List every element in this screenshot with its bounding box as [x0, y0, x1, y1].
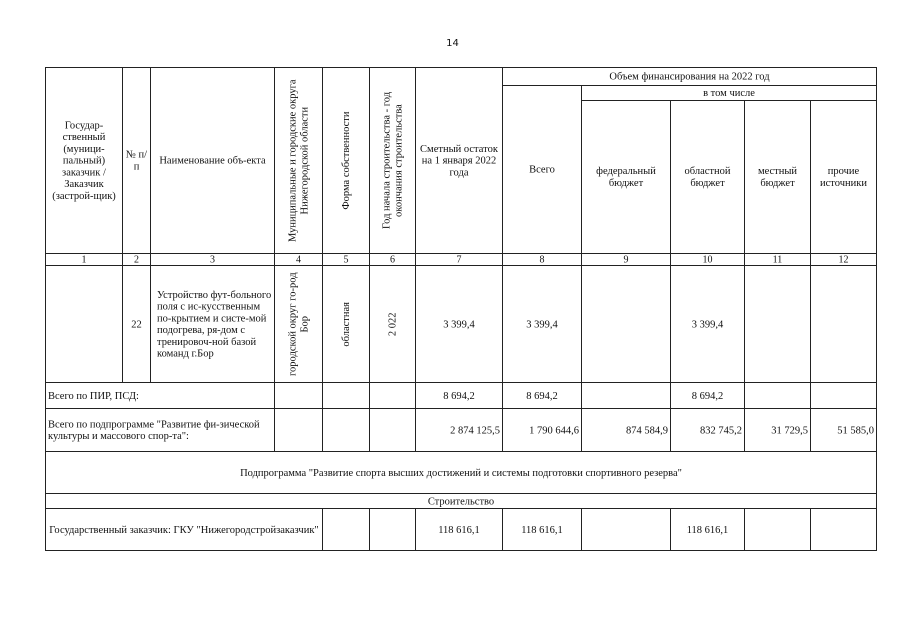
header-including: в том числе — [582, 86, 877, 101]
header-local: местный бюджет — [745, 101, 811, 254]
header-total: Всего — [503, 86, 582, 254]
table-row-object-22 — [46, 266, 877, 383]
financing-table — [45, 67, 877, 551]
cell-empty — [582, 383, 671, 409]
cell-empty — [811, 509, 877, 551]
pir-total-regional: 8 694,2 — [671, 383, 745, 409]
column-number: 2 — [123, 254, 151, 266]
header-other: прочие источники — [811, 101, 877, 254]
column-number: 10 — [671, 254, 745, 266]
subprogram-title: Подпрограмма "Развитие спорта высших достижений и системы подготовки спортивного резерва" — [46, 452, 877, 494]
object-ownership: областная — [339, 301, 352, 347]
header-estimated-balance: Сметный остаток на 1 января 2022 года — [416, 68, 503, 254]
object-year: 2 022 — [386, 312, 399, 337]
object-municipality: городской округ го-род Бор — [286, 272, 310, 376]
table-row-customer — [46, 509, 877, 551]
column-number: 12 — [811, 254, 877, 266]
column-number: 9 — [582, 254, 671, 266]
pir-total-label: Всего по ПИР, ПСД: — [46, 383, 275, 409]
header-ownership-cell — [323, 68, 370, 254]
table-row-pir-total — [46, 383, 877, 409]
table-row-subprogram-total — [46, 409, 877, 452]
table-row-section-title — [46, 494, 877, 509]
subprogram-total-total: 1 790 644,6 — [503, 409, 582, 452]
table-row-subprogram-title — [46, 452, 877, 494]
cell-empty — [745, 266, 811, 383]
cell-empty — [582, 509, 671, 551]
header-row-1 — [46, 68, 877, 86]
customer-total: 118 616,1 — [503, 509, 582, 551]
header-ownership: Форма собственности — [339, 111, 352, 210]
cell-empty — [582, 266, 671, 383]
ownership-cell — [323, 266, 370, 383]
cell-empty — [323, 509, 370, 551]
subprogram-total-estimated: 2 874 125,5 — [416, 409, 503, 452]
page-number: 14 — [446, 38, 459, 49]
cell-empty — [811, 383, 877, 409]
header-municipality-cell — [275, 68, 323, 254]
column-number: 4 — [275, 254, 323, 266]
header-customer: Государ-ственный (муници-пальный) заказчик / Заказчик (застрой-щик) — [46, 68, 123, 254]
subprogram-total-label: Всего по подпрограмме "Развитие фи-зической культуры и массового спор-та": — [46, 409, 275, 452]
table-container — [45, 67, 877, 551]
cell-empty — [745, 509, 811, 551]
section-title: Строительство — [46, 494, 877, 509]
header-financing-title: Объем финансирования на 2022 год — [503, 68, 877, 86]
cell-empty — [745, 383, 811, 409]
cell-empty — [46, 266, 123, 383]
column-number: 11 — [745, 254, 811, 266]
cell-empty — [323, 409, 370, 452]
object-regional: 3 399,4 — [671, 266, 745, 383]
subprogram-total-federal: 874 584,9 — [582, 409, 671, 452]
header-municipality: Муниципальные и городские округа Нижегородской области — [286, 79, 310, 242]
header-regional: областной бюджет — [671, 101, 745, 254]
subprogram-total-regional: 832 745,2 — [671, 409, 745, 452]
header-number: № п/п — [123, 68, 151, 254]
header-years-cell — [370, 68, 416, 254]
subprogram-total-local: 31 729,5 — [745, 409, 811, 452]
customer-regional: 118 616,1 — [671, 509, 745, 551]
pir-total-total: 8 694,2 — [503, 383, 582, 409]
column-number: 8 — [503, 254, 582, 266]
column-number: 1 — [46, 254, 123, 266]
header-object-name: Наименование объ-екта — [151, 68, 275, 254]
object-name: Устройство фут-больного поля с ис-кусственным по-крытием и систе-мой подогрева, ря-дом с тренировоч-ной базой команд г.Бор — [151, 266, 275, 383]
cell-empty — [323, 383, 370, 409]
cell-empty — [275, 383, 323, 409]
subprogram-total-other: 51 585,0 — [811, 409, 877, 452]
column-number: 7 — [416, 254, 503, 266]
cell-empty — [811, 266, 877, 383]
row-number: 22 — [123, 266, 151, 383]
header-federal: федеральный бюджет — [582, 101, 671, 254]
object-total: 3 399,4 — [503, 266, 582, 383]
customer-estimated: 118 616,1 — [416, 509, 503, 551]
cell-empty — [275, 409, 323, 452]
pir-total-estimated: 8 694,2 — [416, 383, 503, 409]
column-number: 5 — [323, 254, 370, 266]
customer-label: Государственный заказчик: ГКУ "Нижегородстройзаказчик" — [46, 509, 323, 551]
cell-empty — [370, 509, 416, 551]
column-number-row — [46, 254, 877, 266]
municipality-cell — [275, 266, 323, 383]
year-cell — [370, 266, 416, 383]
cell-empty — [370, 383, 416, 409]
cell-empty — [370, 409, 416, 452]
column-number: 3 — [151, 254, 275, 266]
header-construction-years: Год начала строительства - год окончания строительства — [380, 91, 404, 230]
object-estimated: 3 399,4 — [416, 266, 503, 383]
column-number: 6 — [370, 254, 416, 266]
